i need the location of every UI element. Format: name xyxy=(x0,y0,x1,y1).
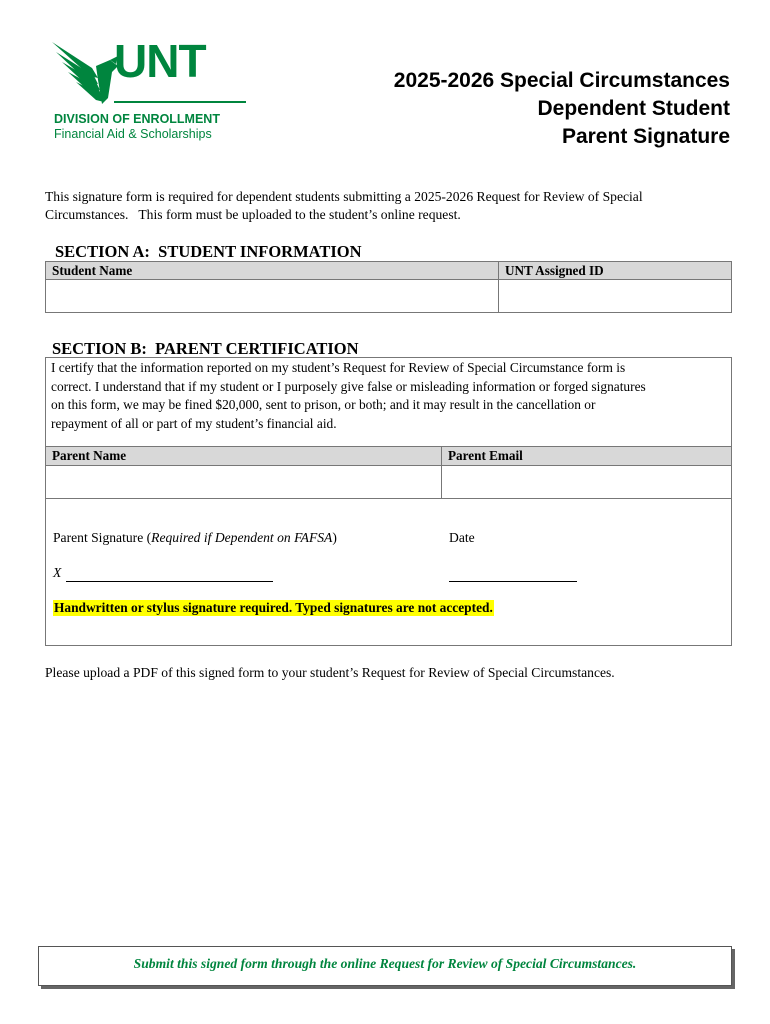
logo-division: DIVISION OF ENROLLMENT xyxy=(54,112,220,126)
logo-department: Financial Aid & Scholarships xyxy=(54,127,212,141)
date-line[interactable] xyxy=(449,581,577,582)
student-info-table xyxy=(45,261,732,313)
signature-line[interactable] xyxy=(66,581,273,582)
certification-text xyxy=(51,359,723,433)
signature-label-text: Parent Signature ( xyxy=(53,530,152,545)
parent-email-header: Parent Email xyxy=(442,447,731,466)
intro-line-1: This signature form is required for dependent students submitting a 2025-2026 Request for Review of Special xyxy=(45,189,643,204)
eagle-icon xyxy=(52,38,122,110)
parent-info-table xyxy=(46,446,731,499)
student-name-header: Student Name xyxy=(46,262,499,280)
unt-logo xyxy=(52,35,252,148)
cert-line-3: on this form, we may be fined $20,000, sent to prison, or both; and it may result in the cancellation or xyxy=(51,397,596,412)
unt-id-field[interactable] xyxy=(499,280,731,312)
intro-paragraph xyxy=(45,188,735,224)
section-b-title: SECTION B: PARENT CERTIFICATION xyxy=(52,339,359,358)
page-title xyxy=(394,67,730,151)
submit-instructions: Submit this signed form through the online Request for Review of Special Circumstances. xyxy=(133,956,637,971)
signature-label-close: ) xyxy=(332,530,337,545)
title-line-2: Dependent Student xyxy=(537,97,730,120)
upload-instructions: Please upload a PDF of this signed form to your student’s Request for Review of Special Circumstances. xyxy=(45,665,615,680)
logo-rule xyxy=(114,101,246,103)
signature-note: Required if Dependent on FAFSA xyxy=(151,530,333,545)
title-line-3: Parent Signature xyxy=(561,125,730,148)
signature-warning: Handwritten or stylus signature required. Typed signatures are not accepted. xyxy=(54,600,493,615)
signature-prefix: X xyxy=(53,565,62,580)
parent-signature-label xyxy=(53,530,337,546)
parent-name-header: Parent Name xyxy=(46,447,442,466)
section-a-title: SECTION A: STUDENT INFORMATION xyxy=(55,242,362,261)
date-label: Date xyxy=(449,530,475,545)
parent-certification-box xyxy=(45,357,732,646)
submit-instructions-box xyxy=(38,946,732,986)
parent-email-field[interactable] xyxy=(442,466,731,499)
cert-line-2: correct. I understand that if my student or I purposely give false or misleading information or forged signatures xyxy=(51,378,646,394)
student-name-field[interactable] xyxy=(46,280,499,312)
intro-line-2: Circumstances. This form must be uploaded to the student’s online request. xyxy=(45,207,461,222)
cert-line-1: I certify that the information reported on my student’s Request for Review of Special Circumstance form is xyxy=(51,360,626,375)
parent-name-field[interactable] xyxy=(46,466,442,499)
cert-line-4: repayment of all or part of my student’s financial aid. xyxy=(51,415,337,431)
title-line-1: 2025-2026 Special Circumstances xyxy=(393,69,730,92)
unt-id-header: UNT Assigned ID xyxy=(499,262,731,280)
logo-wordmark: UNT xyxy=(114,35,206,87)
